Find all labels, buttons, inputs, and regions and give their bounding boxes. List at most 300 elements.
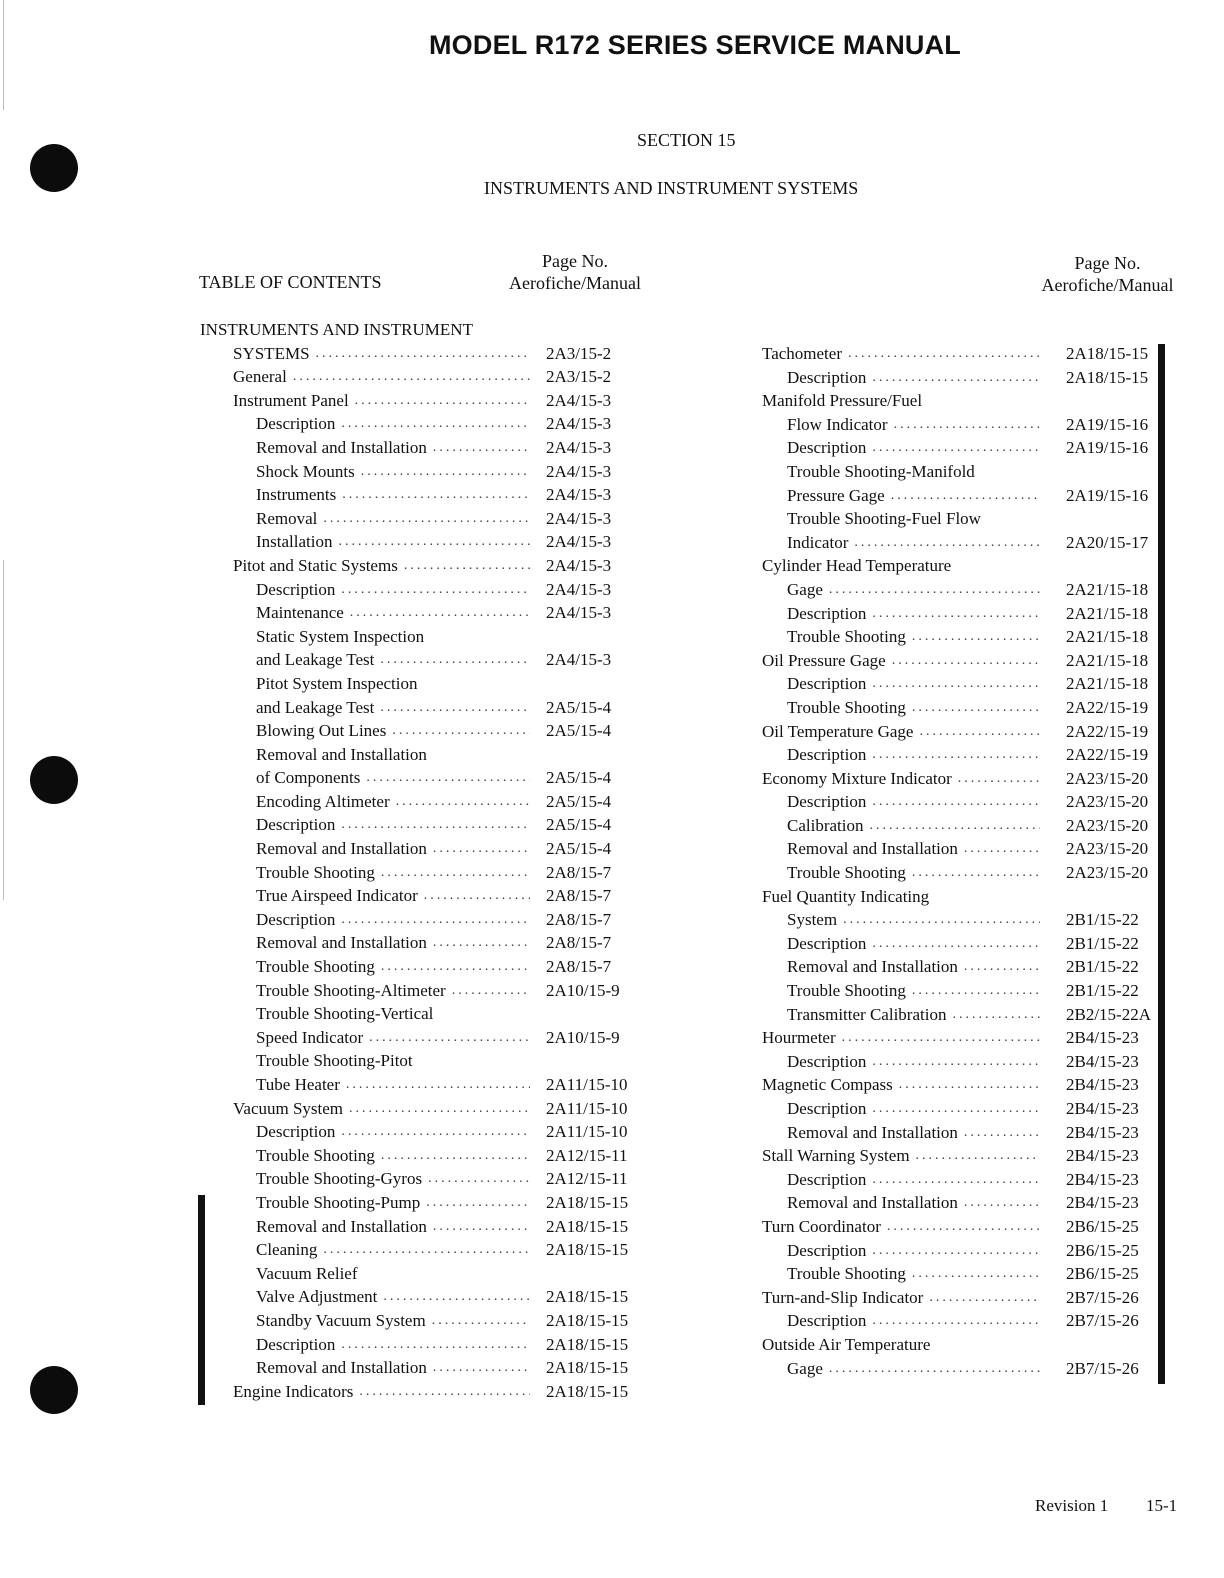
toc-entry — [200, 1191, 640, 1215]
dot-leader — [375, 861, 530, 885]
toc-entry-page: 2A21/15-18 — [1066, 650, 1149, 670]
toc-entry-page — [1040, 1333, 1066, 1357]
toc-entry — [750, 366, 1170, 390]
toc-entry-page: 2B7/15-26 — [1066, 1358, 1139, 1378]
toc-entry — [200, 813, 640, 837]
toc-entry — [750, 1144, 1170, 1168]
toc-entry-title: Description — [256, 414, 336, 434]
toc-entry-title: Description — [787, 1051, 867, 1071]
toc-entry-page: 2A18/15-15 — [546, 1240, 629, 1260]
toc-entry-title: Turn Coordinator — [762, 1216, 881, 1236]
toc-entry-title: and Leakage Test — [256, 697, 375, 717]
section-number: SECTION 15 — [637, 130, 736, 150]
toc-entry-page: 2B1/15-22 — [1066, 933, 1139, 953]
toc-entry-page: 2A4/15-3 — [546, 437, 612, 457]
dot-leader — [823, 578, 1040, 602]
toc-entry-title: Trouble Shooting-Fuel Flow — [787, 509, 981, 529]
toc-entry-page — [530, 672, 546, 696]
toc-entry-page: 2B1/15-22 — [1066, 910, 1139, 930]
toc-entry-page — [1040, 389, 1066, 413]
dot-leader — [866, 1168, 1040, 1192]
toc-entry — [750, 1073, 1170, 1097]
toc-entry — [750, 554, 1170, 578]
toc-entry — [750, 743, 1170, 767]
dot-leader — [287, 365, 530, 389]
toc-entry — [750, 767, 1170, 791]
dot-leader — [906, 861, 1040, 885]
toc-entry-title: Trouble Shooting — [256, 1145, 375, 1165]
toc-entry-title: Description — [787, 933, 867, 953]
toc-entry — [750, 1357, 1170, 1381]
dot-leader — [866, 790, 1040, 814]
toc-entry-page — [530, 1262, 546, 1286]
toc-entry-page: 2A18/15-15 — [546, 1287, 629, 1307]
toc-entry-title: Removal and Installation — [787, 1193, 958, 1213]
toc-entry-title: Vacuum System — [233, 1098, 344, 1118]
toc-entry-page: 2A8/15-7 — [546, 886, 612, 906]
toc-entry-title: Valve Adjustment — [256, 1287, 378, 1307]
dot-leader — [866, 436, 1040, 460]
toc-entry-title: Flow Indicator — [787, 414, 888, 434]
toc-entry-title: Oil Pressure Gage — [762, 650, 886, 670]
toc-entry-title: Economy Mixture Indicator — [762, 768, 952, 788]
dot-leader — [888, 413, 1040, 437]
toc-entry-title: Removal — [256, 508, 318, 528]
dot-leader — [906, 1262, 1040, 1286]
toc-entry-title: Instrument Panel — [233, 390, 349, 410]
toc-entry-title: Trouble Shooting-Altimeter — [256, 980, 446, 1000]
dot-leader — [317, 507, 530, 531]
toc-entry-title: Instruments — [256, 485, 337, 505]
toc-left-column — [200, 318, 640, 1403]
toc-entry — [750, 1168, 1170, 1192]
toc-entry-page: 2A22/15-19 — [1066, 697, 1149, 717]
toc-entry-page: 2A19/15-16 — [1066, 438, 1149, 458]
toc-entry-title: Tube Heater — [256, 1075, 340, 1094]
toc-entry-page: 2A18/15-15 — [546, 1216, 629, 1236]
toc-entry-title: Description — [256, 579, 336, 599]
dot-leader — [958, 955, 1040, 979]
toc-entry — [200, 1380, 640, 1404]
toc-entry-title: Hourmeter — [762, 1028, 836, 1048]
toc-entry-page: 2A8/15-7 — [546, 862, 612, 882]
toc-entry-page: 2A22/15-19 — [1066, 721, 1149, 741]
dot-leader — [335, 813, 530, 837]
toc-entry-title: Speed Indicator — [256, 1027, 364, 1047]
toc-entry — [750, 413, 1170, 437]
toc-entry-page: 2A21/15-18 — [1066, 603, 1149, 623]
toc-entry-title: Static System Inspection — [256, 626, 425, 646]
dot-leader — [866, 1097, 1040, 1121]
dot-leader — [353, 1380, 530, 1404]
dot-leader — [958, 1191, 1040, 1215]
dot-leader — [335, 578, 530, 602]
dot-leader — [866, 1309, 1040, 1333]
dot-leader — [317, 1238, 530, 1262]
binder-hole-top — [30, 144, 78, 192]
dot-leader — [866, 743, 1040, 767]
dot-leader — [363, 1026, 530, 1050]
toc-entry-page: 2A3/15-2 — [546, 367, 612, 387]
dot-leader — [375, 1144, 530, 1168]
toc-entry-title: of Components — [256, 768, 361, 788]
toc-entry-title: Description — [787, 603, 867, 623]
revision-change-bar — [198, 1195, 205, 1405]
toc-entry-page: 2B4/15-23 — [1066, 1169, 1139, 1189]
toc-entry-title: Removal and Installation — [787, 1122, 958, 1142]
left-page-no-header — [500, 250, 650, 294]
toc-entry — [750, 649, 1170, 673]
toc-entry — [200, 625, 640, 649]
toc-entry-title: Trouble Shooting-Pitot — [256, 1051, 413, 1071]
toc-entry-title: Pressure Gage — [787, 485, 885, 505]
toc-entry — [750, 484, 1170, 508]
right-page-no-header — [1030, 252, 1185, 296]
toc-entry — [200, 1356, 640, 1380]
dot-leader — [866, 1239, 1040, 1263]
dot-leader — [427, 931, 530, 955]
toc-entry — [750, 389, 1170, 413]
toc-entry — [750, 342, 1170, 366]
toc-entry — [750, 1191, 1170, 1215]
toc-entry-title: Removal and Installation — [256, 933, 427, 953]
toc-entry — [200, 743, 640, 767]
toc-entry — [750, 885, 1170, 909]
toc-entry — [200, 672, 640, 696]
toc-entry — [200, 554, 640, 578]
toc-heading: TABLE OF CONTENTS — [199, 272, 382, 292]
toc-entry-title: Transmitter Calibration — [787, 1004, 947, 1024]
toc-entry-title: Trouble Shooting — [787, 697, 906, 717]
toc-entry — [750, 1239, 1170, 1263]
toc-entry-title: Trouble Shooting — [256, 862, 375, 882]
toc-entry — [200, 955, 640, 979]
toc-entry-title: Description — [256, 1122, 336, 1142]
toc-entry-title: Tachometer — [762, 344, 842, 363]
dot-leader — [836, 1026, 1040, 1050]
toc-entry-page: 2B2/15-22A — [1066, 1004, 1151, 1024]
dot-leader — [418, 884, 530, 908]
toc-entry-page: 2A3/15-2 — [546, 343, 612, 363]
toc-entry-title: Encoding Altimeter — [256, 791, 390, 811]
toc-entry-page: 2A5/15-4 — [546, 839, 612, 859]
toc-entry-title: Removal and Installation — [787, 957, 958, 977]
toc-entry-page: 2A21/15-18 — [1066, 579, 1149, 599]
dot-leader — [946, 1003, 1040, 1027]
dot-leader — [349, 389, 530, 413]
scan-edge-mark — [3, 560, 4, 900]
toc-entry-page: 2A8/15-7 — [546, 933, 612, 953]
dot-leader — [881, 1215, 1040, 1239]
toc-entry — [200, 1097, 640, 1121]
toc-entry — [750, 932, 1170, 956]
toc-entry — [750, 1215, 1170, 1239]
toc-entry-page: 2A10/15-9 — [546, 1027, 620, 1047]
toc-entry-title: Gage — [787, 1358, 823, 1378]
toc-entry-title: Removal and Installation — [256, 839, 427, 859]
toc-entry-page: 2B4/15-23 — [1066, 1099, 1139, 1118]
dot-leader — [823, 1357, 1040, 1381]
toc-entry-title: Indicator — [787, 532, 849, 552]
toc-entry-page — [530, 1002, 546, 1026]
toc-entry-page — [530, 318, 546, 342]
dot-leader — [422, 1167, 530, 1191]
toc-entry — [200, 365, 640, 389]
toc-entry-page: 2A19/15-16 — [1066, 485, 1149, 505]
format-label: Aerofiche/Manual — [1041, 275, 1174, 295]
toc-entry-title: SYSTEMS — [233, 343, 310, 363]
toc-entry-title: Turn-and-Slip Indicator — [762, 1287, 924, 1307]
toc-entry — [200, 1002, 640, 1026]
dot-leader — [343, 1097, 530, 1121]
dot-leader — [893, 1073, 1040, 1097]
toc-entry — [200, 460, 640, 484]
toc-entry — [200, 1049, 640, 1073]
dot-leader — [923, 1286, 1040, 1310]
toc-entry-page: 2A8/15-7 — [546, 957, 612, 977]
toc-entry — [750, 790, 1170, 814]
toc-entry-page: 2A4/15-3 — [546, 390, 612, 410]
revision-change-bar — [1158, 344, 1165, 1384]
toc-entry-title: Description — [787, 438, 867, 458]
dot-leader — [374, 648, 530, 672]
toc-entry — [200, 719, 640, 743]
toc-entry-title: Trouble Shooting-Gyros — [256, 1169, 423, 1189]
dot-leader — [340, 1073, 530, 1097]
toc-right-column — [750, 342, 1170, 1380]
dot-leader — [842, 342, 1040, 366]
toc-entry-page: 2A18/15-15 — [1066, 367, 1149, 387]
toc-entry-title: Description — [256, 1334, 336, 1354]
dot-leader — [427, 1215, 530, 1239]
toc-entry-title: Installation — [256, 532, 333, 552]
toc-entry — [200, 412, 640, 436]
footer-page-number: 15-1 — [1146, 1496, 1178, 1515]
manual-title: MODEL R172 SERIES SERVICE MANUAL — [428, 30, 962, 60]
toc-entry-title: Trouble Shooting-Manifold — [787, 461, 975, 481]
toc-entry — [200, 1215, 640, 1239]
dot-leader — [866, 366, 1040, 390]
dot-leader — [336, 483, 530, 507]
page-no-label: Page No. — [542, 251, 608, 271]
dot-leader — [866, 672, 1040, 696]
toc-entry-title: Vacuum Relief — [256, 1263, 358, 1283]
toc-entry-title: Description — [787, 792, 867, 812]
toc-entry-title: INSTRUMENTS AND INSTRUMENT — [200, 320, 473, 339]
dot-leader — [386, 719, 530, 743]
toc-entry — [750, 720, 1170, 744]
toc-entry — [750, 672, 1170, 696]
toc-entry-page: 2A5/15-4 — [546, 697, 612, 717]
toc-entry — [750, 507, 1170, 531]
toc-entry-page: 2A5/15-4 — [546, 791, 612, 811]
toc-entry — [200, 908, 640, 932]
toc-entry-page: 2A4/15-3 — [546, 414, 612, 434]
toc-entry-title: Blowing Out Lines — [256, 721, 387, 741]
toc-entry-page: 2B4/15-23 — [1066, 1146, 1139, 1166]
toc-entry-title: Shock Mounts — [256, 461, 355, 481]
toc-entry-page: 2A4/15-3 — [546, 603, 612, 623]
toc-entry-title: General — [233, 367, 287, 387]
toc-entry-page: 2B7/15-26 — [1066, 1287, 1139, 1307]
toc-entry-page: 2B7/15-26 — [1066, 1311, 1139, 1331]
toc-entry — [750, 1309, 1170, 1333]
toc-entry-page: 2A18/15-15 — [546, 1192, 629, 1212]
toc-entry — [200, 1026, 640, 1050]
toc-entry-page: 2A22/15-19 — [1066, 745, 1149, 765]
toc-entry — [200, 837, 640, 861]
dot-leader — [866, 602, 1040, 626]
toc-entry — [200, 318, 640, 342]
toc-entry — [750, 531, 1170, 555]
toc-entry-title: Trouble Shooting-Vertical — [256, 1004, 434, 1024]
toc-entry — [750, 1333, 1170, 1357]
toc-entry — [750, 1262, 1170, 1286]
toc-entry-title: Outside Air Temperature — [762, 1334, 931, 1354]
dot-leader — [952, 767, 1040, 791]
toc-entry — [200, 389, 640, 413]
toc-entry-title: Removal and Installation — [256, 437, 427, 457]
dot-leader — [332, 530, 530, 554]
toc-entry-page: 2A18/15-15 — [546, 1358, 629, 1378]
toc-entry-page: 2B6/15-25 — [1066, 1240, 1139, 1260]
toc-entry-page — [1040, 507, 1066, 531]
toc-entry — [750, 1286, 1170, 1310]
toc-entry-page: 2A23/15-20 — [1066, 792, 1149, 812]
toc-entry — [200, 530, 640, 554]
toc-entry — [200, 979, 640, 1003]
toc-entry-title: Description — [787, 1099, 867, 1118]
toc-entry-title: True Airspeed Indicator — [256, 886, 418, 906]
toc-entry-title: and Leakage Test — [256, 650, 375, 670]
toc-entry-title: Manifold Pressure/Fuel — [762, 391, 923, 411]
dot-leader — [360, 766, 530, 790]
toc-entry-title: Standby Vacuum System — [256, 1310, 426, 1330]
toc-entry — [200, 578, 640, 602]
toc-entry — [750, 436, 1170, 460]
toc-entry-page: 2A19/15-16 — [1066, 414, 1149, 434]
toc-entry-title: Cylinder Head Temperature — [762, 556, 952, 576]
dot-leader — [837, 908, 1040, 932]
toc-entry-title: Fuel Quantity Indicating — [762, 886, 930, 906]
toc-entry-title: Removal and Installation — [256, 1358, 427, 1378]
toc-entry-page: 2B4/15-23 — [1066, 1051, 1139, 1071]
toc-entry — [200, 436, 640, 460]
toc-entry-page — [1040, 460, 1066, 484]
dot-leader — [335, 1120, 530, 1144]
toc-entry-title: Cleaning — [256, 1240, 318, 1260]
toc-entry-title: Trouble Shooting — [787, 627, 906, 647]
dot-leader — [446, 979, 530, 1003]
toc-entry-page: 2A23/15-20 — [1066, 839, 1149, 859]
toc-entry-page — [530, 743, 546, 767]
dot-leader — [377, 1285, 530, 1309]
toc-entry-title: Removal and Installation — [787, 839, 958, 859]
dot-leader — [913, 720, 1040, 744]
toc-entry-page — [1040, 885, 1066, 909]
toc-entry-title: Engine Indicators — [233, 1381, 354, 1401]
toc-entry-title: Maintenance — [256, 603, 344, 623]
toc-entry-page: 2A4/15-3 — [546, 579, 612, 599]
dot-leader — [886, 649, 1040, 673]
toc-entry — [750, 908, 1170, 932]
toc-entry — [200, 1144, 640, 1168]
toc-entry — [750, 1003, 1170, 1027]
toc-entry — [200, 507, 640, 531]
toc-entry — [750, 955, 1170, 979]
toc-entry-page: 2A5/15-4 — [546, 768, 612, 788]
toc-entry-page: 2A18/15-15 — [546, 1381, 629, 1401]
dot-leader — [906, 625, 1040, 649]
toc-entry — [200, 1073, 640, 1097]
toc-entry — [200, 1262, 640, 1286]
dot-leader — [906, 979, 1040, 1003]
toc-entry-page: 2A5/15-4 — [546, 815, 612, 835]
footer-revision: Revision 1 — [1035, 1496, 1109, 1515]
dot-leader — [906, 696, 1040, 720]
toc-entry — [200, 483, 640, 507]
toc-entry — [200, 601, 640, 625]
dot-leader — [426, 1309, 530, 1333]
dot-leader — [427, 1356, 530, 1380]
toc-entry-page: 2A12/15-11 — [546, 1145, 628, 1165]
toc-entry-title: Oil Temperature Gage — [762, 721, 914, 741]
toc-entry-page: 2A18/15-15 — [546, 1334, 629, 1354]
toc-entry — [200, 931, 640, 955]
toc-entry-page — [530, 1049, 546, 1073]
section-title: INSTRUMENTS AND INSTRUMENT SYSTEMS — [484, 178, 859, 198]
toc-entry-title: Description — [256, 909, 336, 929]
toc-entry-page: 2A18/15-15 — [1066, 344, 1149, 363]
dot-leader — [398, 554, 530, 578]
toc-entry — [200, 1167, 640, 1191]
toc-entry — [750, 460, 1170, 484]
toc-entry-page: 2A20/15-17 — [1066, 532, 1149, 552]
page-no-label: Page No. — [1074, 253, 1141, 273]
toc-entry — [750, 814, 1170, 838]
toc-entry-title: Trouble Shooting — [256, 957, 375, 977]
dot-leader — [848, 531, 1040, 555]
toc-entry-page: 2A23/15-20 — [1066, 768, 1149, 788]
dot-leader — [863, 814, 1040, 838]
toc-entry-page: 2A11/15-10 — [546, 1122, 628, 1142]
dot-leader — [390, 790, 530, 814]
toc-entry — [750, 861, 1170, 885]
dot-leader — [355, 460, 530, 484]
format-label: Aerofiche/Manual — [509, 273, 641, 293]
toc-entry-page: 2A4/15-3 — [546, 461, 612, 481]
toc-entry — [200, 1333, 640, 1357]
toc-entry — [200, 1309, 640, 1333]
toc-entry-title: Description — [787, 1240, 867, 1260]
toc-entry-page: 2A4/15-3 — [546, 650, 612, 670]
toc-entry-page: 2A11/15-10 — [546, 1075, 628, 1094]
toc-entry — [750, 602, 1170, 626]
dot-leader — [310, 342, 530, 366]
toc-entry-page: 2A8/15-7 — [546, 909, 612, 929]
toc-entry-page: 2B6/15-25 — [1066, 1264, 1139, 1284]
toc-entry-title: Description — [787, 367, 867, 387]
toc-entry — [750, 578, 1170, 602]
toc-entry — [750, 1026, 1170, 1050]
toc-entry-page: 2A4/15-3 — [546, 508, 612, 528]
binder-hole-bottom — [30, 1366, 78, 1414]
toc-entry-page: 2A12/15-11 — [546, 1169, 628, 1189]
toc-entry-page: 2A10/15-9 — [546, 980, 620, 1000]
toc-entry — [200, 1238, 640, 1262]
toc-entry-title: Magnetic Compass — [762, 1075, 893, 1095]
toc-entry — [200, 1120, 640, 1144]
